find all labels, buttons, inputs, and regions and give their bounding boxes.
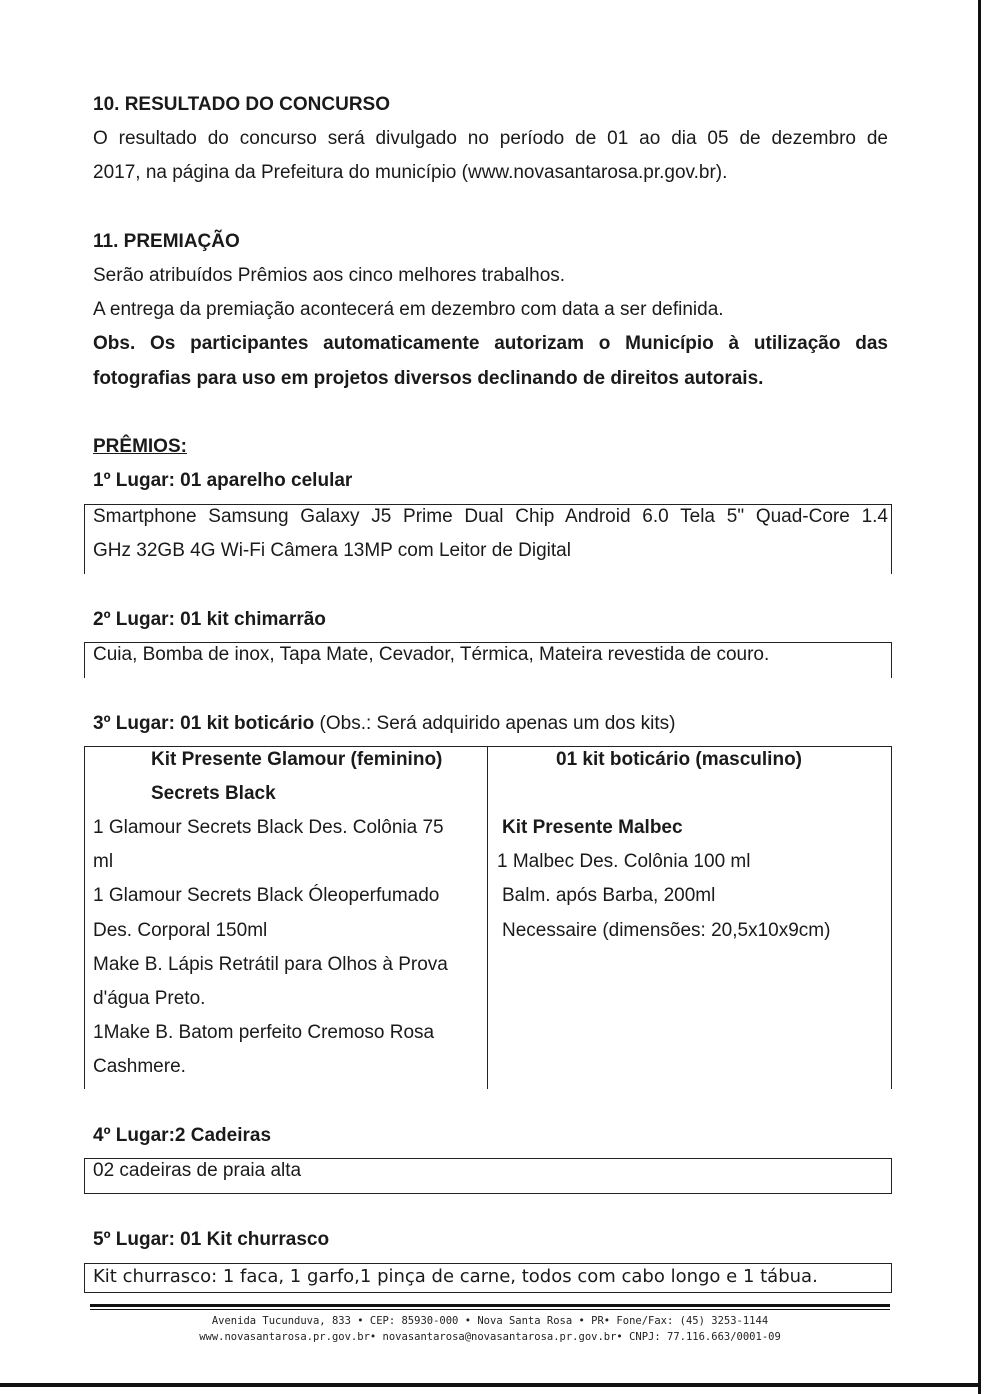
page-border-right [978, 0, 981, 1394]
footer-rule-thin [90, 1309, 890, 1310]
female-kit-item: ml [93, 851, 114, 872]
female-kit-item: 1Make B. Batom perfeito Cremoso Rosa [93, 1022, 435, 1043]
section-10-heading: 10. RESULTADO DO CONCURSO [93, 94, 390, 115]
fourth-place-title: 4º Lugar:2 Cadeiras [93, 1125, 272, 1146]
third-place-title-note: (Obs.: Será adquirido apenas um dos kits) [314, 713, 676, 734]
female-kit-heading-1: Kit Presente Glamour (feminino) [151, 749, 443, 770]
male-kit-item: Necessaire (dimensões: 20,5x10x9cm) [502, 920, 831, 941]
female-kit-item: d'água Preto. [93, 988, 206, 1009]
section-11-paragraph-2: A entrega da premiação acontecerá em dezembro com data a ser definida. [93, 299, 724, 320]
female-kit-heading-2: Secrets Black [151, 783, 276, 804]
section-11-heading: 11. PREMIAÇÃO [93, 231, 240, 252]
fourth-place-desc: 02 cadeiras de praia alta [93, 1160, 302, 1181]
page-border-bottom [0, 1383, 981, 1387]
male-kit-heading: 01 kit boticário (masculino) [556, 749, 802, 770]
second-place-title: 2º Lugar: 01 kit chimarrão [93, 609, 326, 630]
second-place-desc: Cuia, Bomba de inox, Tapa Mate, Cevador, Térmica, Mateira revestida de couro. [93, 644, 770, 665]
first-place-desc-line-1: Smartphone Samsung Galaxy J5 Prime Dual Chip Android 6.0 Tela 5" Quad-Core 1.4 [93, 506, 888, 527]
section-11-obs-line-1: Obs. Os participantes automaticamente autorizam o Município à utilização das [93, 333, 888, 354]
section-10-line-1: O resultado do concurso será divulgado no período de 01 ao dia 05 de dezembro de [93, 128, 888, 149]
footer-rule-thick [90, 1304, 890, 1307]
female-kit-item: Des. Corporal 150ml [93, 920, 268, 941]
section-10-line-2: 2017, na página da Prefeitura do município (www.novasantarosa.pr.gov.br). [93, 162, 728, 183]
first-place-title: 1º Lugar: 01 aparelho celular [93, 470, 353, 491]
section-11-paragraph-1: Serão atribuídos Prêmios aos cinco melhores trabalhos. [93, 265, 566, 286]
third-place-title-bold: 3º Lugar: 01 kit boticário [93, 713, 315, 734]
footer-address: Avenida Tucunduva, 833 • CEP: 85930-000 • Nova Santa Rosa • PR• Fone/Fax: (45) 3253-1144 [211, 1315, 769, 1327]
third-place-title [93, 713, 675, 735]
female-kit-item: 1 Glamour Secrets Black Des. Colônia 75 [93, 817, 444, 838]
female-kit-item: 1 Glamour Secrets Black Óleoperfumado [93, 885, 440, 906]
male-kit-item: 1 Malbec Des. Colônia 100 ml [497, 851, 751, 872]
third-place-table-divider [487, 746, 488, 1089]
footer-contact: www.novasantarosa.pr.gov.br• novasantarosa@novasantarosa.pr.gov.br• CNPJ: 77.116.663/0001-09 [199, 1331, 781, 1343]
male-kit-subheading: Kit Presente Malbec [502, 817, 683, 838]
section-11-obs-line-2: fotografias para uso em projetos diversos declinando de direitos autorais. [93, 368, 764, 389]
female-kit-item: Cashmere. [93, 1056, 186, 1077]
female-kit-item: Make B. Lápis Retrátil para Olhos à Prova [93, 954, 448, 975]
first-place-desc-line-2: GHz 32GB 4G Wi-Fi Câmera 13MP com Leitor de Digital [93, 540, 571, 561]
fifth-place-title: 5º Lugar: 01 Kit churrasco [93, 1229, 330, 1250]
male-kit-item: Balm. após Barba, 200ml [502, 885, 716, 906]
prizes-heading: PRÊMIOS: [93, 436, 187, 457]
fifth-place-desc: Kit churrasco: 1 faca, 1 garfo,1 pinça de carne, todos com cabo longo e 1 tábua. [93, 1266, 818, 1287]
